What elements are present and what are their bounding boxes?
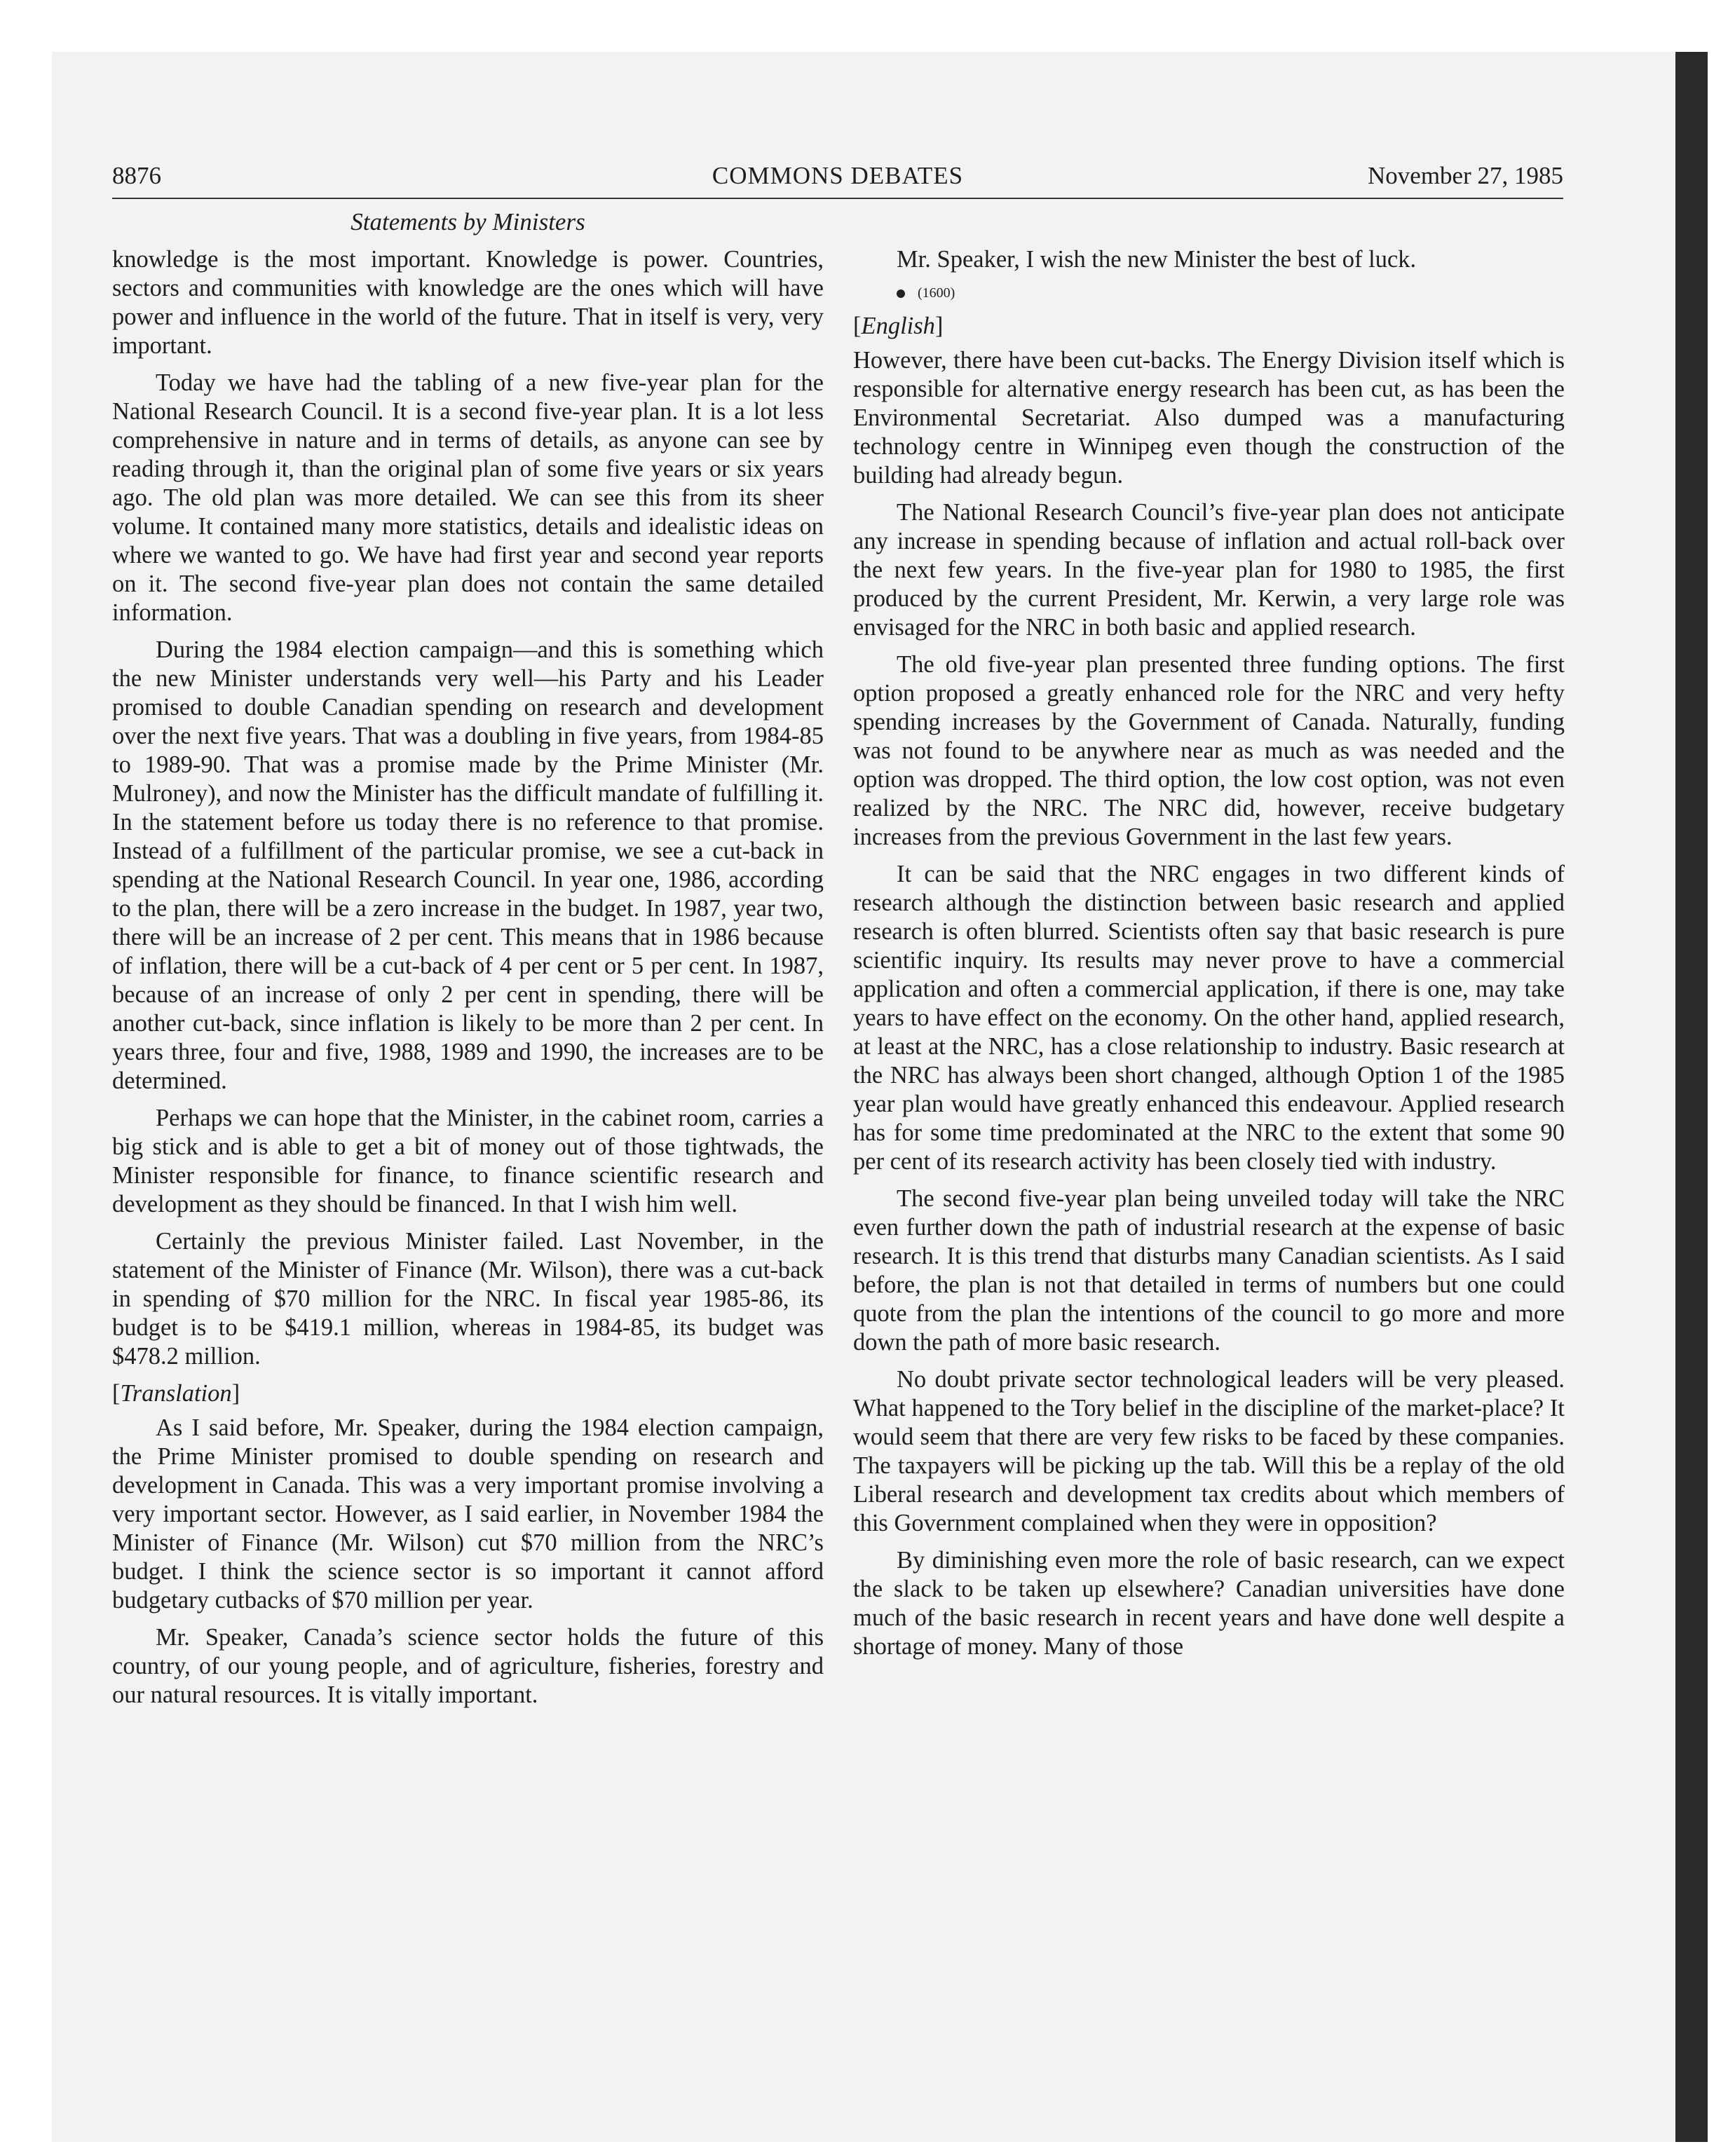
paragraph: Mr. Speaker, Canada’s science sector holds the future of this country, of our young people, and of agriculture, fisheries, forestry and our natural resources. It is vitally important. [112, 1624, 824, 1708]
time-marker-text: (1600) [918, 285, 955, 301]
page-header [112, 158, 1563, 199]
paragraph: Certainly the previous Minister failed. Last November, in the statement of the Minister of Finance (Mr. Wilson), there was a cut-back in spending of $70 million for the NRC. In fiscal year 1985-86, its budget is to be $419.1 million, whereas in 1984-85, its budget was $478.2 million. [112, 1228, 824, 1370]
left-column [112, 245, 824, 1718]
bullet-icon [897, 289, 905, 298]
paragraph: By diminishing even more the role of basic research, can we expect the slack to be taken up elsewhere? Canadian universities have done much of the basic research in recent years and have done well despite a shortage of money. Many of those [853, 1547, 1565, 1660]
paragraph: It can be said that the NRC engages in two different kinds of research although the distinction between basic research and applied research is often blurred. Scientists often say that basic research is pure scientific inquiry. Its results may never prove to have a commercial application and often a commercial application, if there is one, may take years to have effect on the economy. On the other hand, applied research, at least at the NRC, has a close relationship to industry. Basic research at the NRC has always been short changed, although Option 1 of the 1985 year plan would have greatly enhanced this endeavour. Applied research has for some time predominated at the NRC to the extent that some 90 per cent of its research activity has been closely tied with industry. [853, 861, 1565, 1175]
paragraph: As I said before, Mr. Speaker, during the 1984 election campaign, the Prime Minister promised to double spending on research and development in Canada. This was a very important promise involving a very important sector. However, as I said earlier, in November 1984 the Minister of Finance (Mr. Wilson) cut $70 million from the NRC’s budget. I think the science sector is so important it cannot afford budgetary cutbacks of $70 million per year. [112, 1414, 824, 1613]
time-marker [853, 282, 1565, 303]
running-head: Statements by Ministers [351, 208, 585, 236]
language-label: [Translation] [112, 1380, 240, 1407]
paragraph: The second five-year plan being unveiled today will take the NRC even further down the path of industrial research at the expense of basic research. It is this trend that disturbs many Canadian scientists. As I said before, the plan is not that detailed in terms of numbers but one could quote from the plan the intentions of the council to go more and more down the path of more basic research. [853, 1185, 1565, 1356]
translation-label: Translation [120, 1380, 232, 1407]
paragraph: Perhaps we can hope that the Minister, in the cabinet room, carries a big stick and is able to get a bit of money out of those tightwads, the Minister responsible for finance, to finance scientific research and development as they should be financed. In that I wish him well. [112, 1105, 824, 1217]
paragraph: The old five-year plan presented three funding options. The first option proposed a greatly enhanced role for the NRC and very hefty spending increases by the Government of Canada. Naturally, funding was not found to be anywhere near as much as was needed and the option was dropped. The third option, the low cost option, was not even realized by the NRC. The NRC did, however, receive budgetary increases from the previous Government in the last few years. [853, 651, 1565, 850]
scan-edge-shadow [1675, 52, 1708, 2142]
english-label: English [861, 313, 935, 339]
right-column [853, 245, 1565, 1670]
paragraph: However, there have been cut-backs. The Energy Division itself which is responsible for alternative energy research has been cut, as has been the Environmental Secretariat. Also dumped was a manufacturing technology centre in Winnipeg even though the construction of the building had already begun. [853, 347, 1565, 489]
paragraph: Mr. Speaker, I wish the new Minister the best of luck. [897, 246, 1417, 273]
publication-date: November 27, 1985 [1368, 162, 1563, 189]
language-label: [English] [853, 313, 944, 339]
paragraph: knowledge is the most important. Knowledge is power. Countries, sectors and communities with knowledge are the ones which will have power and influence in the world of the future. That in itself is very, very important. [112, 246, 824, 359]
page-number: 8876 [112, 162, 161, 189]
paragraph: During the 1984 election campaign—and this is something which the new Minister understands very well—his Party and his Leader promised to double Canadian spending on research and development over the next five years. That was a doubling in five years, from 1984-85 to 1989-90. That was a promise made by the Prime Minister (Mr. Mulroney), and now the Minister has the difficult mandate of fulfilling it. In the statement before us today there is no reference to that promise. Instead of a fulfillment of the particular promise, we see a cut-back in spending at the National Research Council. In year one, 1986, according to the plan, there will be a zero increase in the budget. In 1987, year two, there will be an increase of 2 per cent. This means that in 1986 because of inflation, there will be a cut-back of 4 per cent or 5 per cent. In 1987, because of an increase of only 2 per cent in spending, there will be another cut-back, since inflation is likely to be more than 2 per cent. In years three, four and five, 1988, 1989 and 1990, the increases are to be determined. [112, 636, 824, 1094]
publication-title: COMMONS DEBATES [712, 162, 964, 189]
paragraph: The National Research Council’s five-year plan does not anticipate any increase in spending because of inflation and actual roll-back over the next few years. In the five-year plan for 1980 to 1985, the first produced by the current President, Mr. Kerwin, a very large role was envisaged for the NRC in both basic and applied research. [853, 499, 1565, 641]
paragraph: Today we have had the tabling of a new five-year plan for the National Research Council. It is a second five-year plan. It is a lot less comprehensive in nature and in terms of details, as anyone can see by reading through it, than the original plan of some five years or six years ago. The old plan was more detailed. We can see this from its sheer volume. It contained many more statistics, details and idealistic ideas on where we wanted to go. We have had first year and second year reports on it. The second five-year plan does not contain the same detailed information. [112, 369, 824, 626]
paragraph: No doubt private sector technological leaders will be very pleased. What happened to the Tory belief in the discipline of the market-place? It would seem that there are very few risks to be faced by these companies. The taxpayers will be picking up the tab. Will this be a replay of the old Liberal research and development tax credits about which members of this Government complained when they were in opposition? [853, 1366, 1565, 1536]
